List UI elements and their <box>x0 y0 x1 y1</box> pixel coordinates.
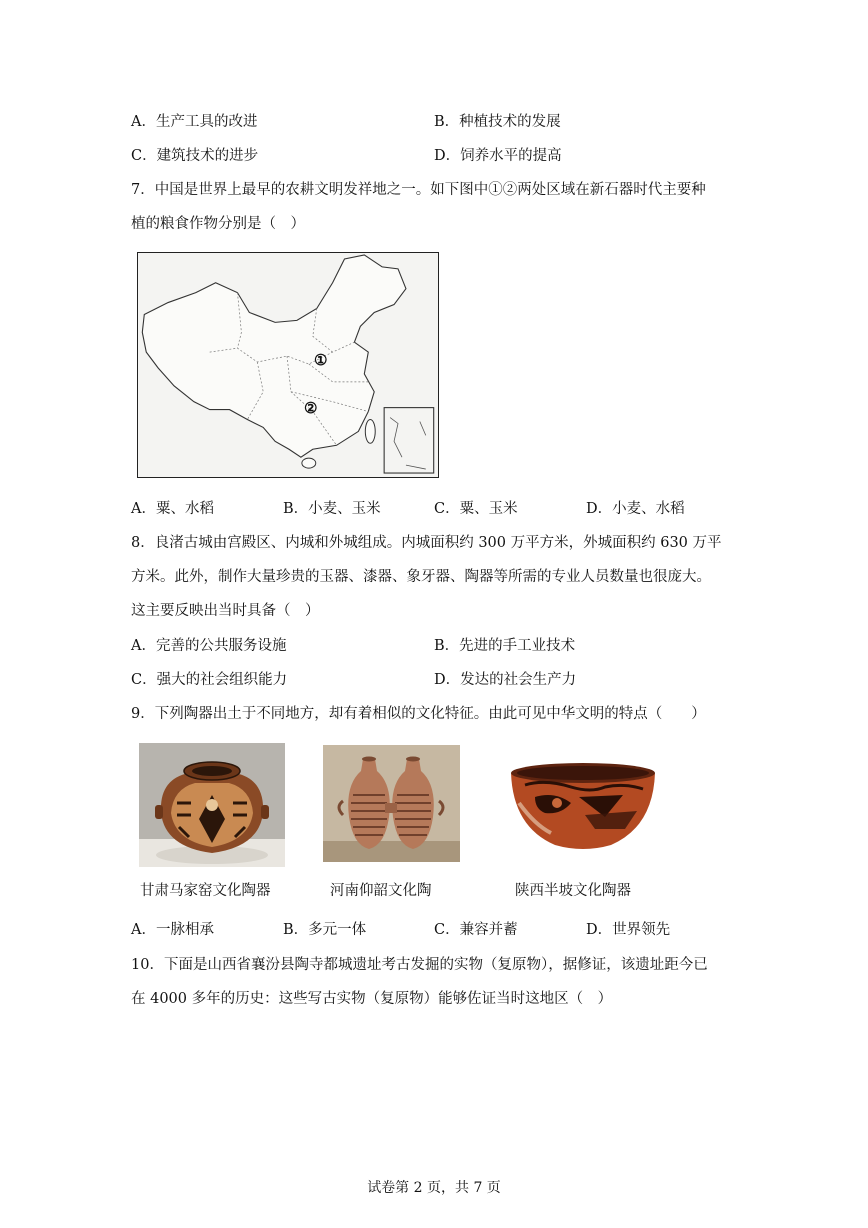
q9-option-a: A．一脉相承 <box>131 922 214 938</box>
q8-option-c: C．强大的社会组织能力 <box>131 672 288 688</box>
q7-option-c: C．粟、玉米 <box>434 501 518 517</box>
q8-option-d: D．发达的社会生产力 <box>434 672 577 688</box>
q6-option-a: A．生产工具的改进 <box>131 114 258 130</box>
q7-stem-line-1: 7．中国是世界上最早的农耕文明发祥地之一。如下图中①②两处区域在新石器时代主要种 <box>131 182 706 198</box>
q6-option-b: B．种植技术的发展 <box>434 114 561 130</box>
q8-stem-line-2: 方米。此外，制作大量珍贵的玉器、漆器、象牙器、陶器等所需的专业人员数量也很庞大。 <box>131 569 711 585</box>
china-map-figure <box>137 252 439 478</box>
banpo-caption: 陕西半坡文化陶器 <box>515 883 631 899</box>
taiwan-shape <box>365 420 375 444</box>
q8-option-b: B．先进的手工业技术 <box>434 638 576 654</box>
q9-option-c: C．兼容并蓄 <box>434 922 518 938</box>
q10-stem-line-2: 在 4000 多年的历史：这些写古实物（复原物）能够佐证当时这地区（ ） <box>131 991 613 1007</box>
map-marker-1: ① <box>314 351 328 369</box>
majiayao-pottery-image <box>139 743 285 867</box>
q7-option-a: A．粟、水稻 <box>131 501 214 517</box>
china-map-svg <box>138 253 438 477</box>
south-china-sea-inset <box>384 408 434 473</box>
q7-stem-line-2: 植的粮食作物分别是（ ） <box>131 216 305 232</box>
hainan-shape <box>302 458 316 468</box>
q8-stem-line-3: 这主要反映出当时具备（ ） <box>131 603 320 619</box>
q9-stem: 9．下列陶器出土于不同地方，却有着相似的文化特征。由此可见中华文明的特点（ ） <box>131 706 706 722</box>
map-marker-2: ② <box>304 399 318 417</box>
yangshao-caption: 河南仰韶文化陶 <box>330 883 432 899</box>
q6-option-d: D．饲养水平的提高 <box>434 148 562 164</box>
q9-option-b: B．多元一体 <box>283 922 367 938</box>
page-footer: 试卷第 2 页，共 7 页 <box>367 1180 501 1196</box>
q6-option-c: C．建筑技术的进步 <box>131 148 259 164</box>
banpo-pottery-image <box>505 757 661 853</box>
q7-option-b: B．小麦、玉米 <box>283 501 381 517</box>
majiayao-caption: 甘肃马家窑文化陶器 <box>140 883 271 899</box>
q9-option-d: D．世界领先 <box>586 922 671 938</box>
q8-option-a: A．完善的公共服务设施 <box>131 638 287 654</box>
q8-stem-line-1: 8．良渚古城由宫殿区、内城和外城组成。内城面积约 300 万平方米，外城面积约 630 万平 <box>131 535 722 551</box>
q10-stem-line-1: 10．下面是山西省襄汾县陶寺都城遗址考古发掘的实物（复原物），据修证，该遗址距今已 <box>131 957 708 973</box>
yangshao-pottery-image <box>323 745 460 862</box>
q7-option-d: D．小麦、水稻 <box>586 501 685 517</box>
